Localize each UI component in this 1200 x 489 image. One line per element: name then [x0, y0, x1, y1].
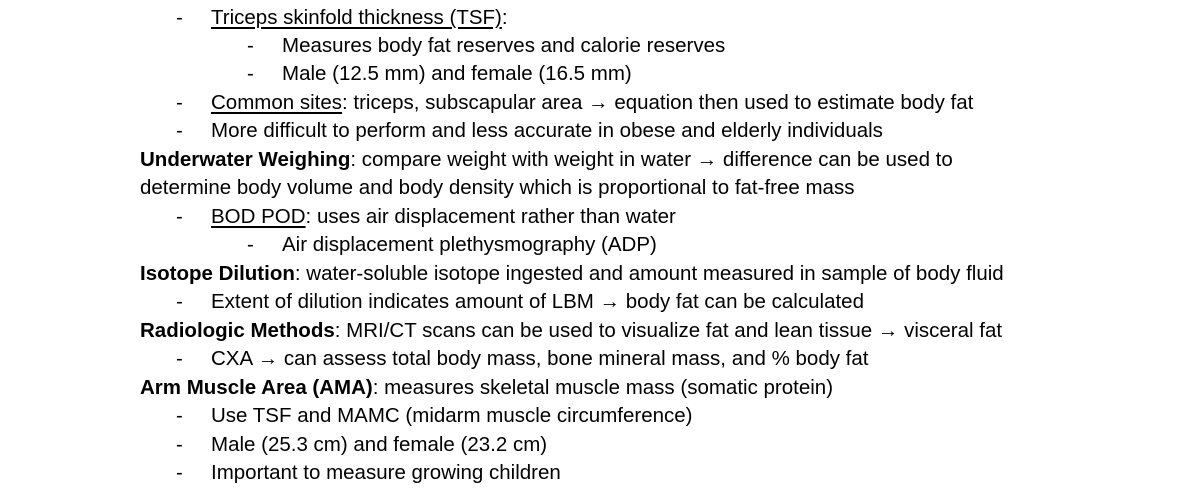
bullet-item — [211, 205, 676, 229]
bullet-dash: - — [176, 461, 183, 484]
bullet-item — [211, 91, 973, 115]
section-heading: Isotope Dilution — [140, 262, 295, 285]
section-heading: Arm Muscle Area (AMA) — [140, 376, 373, 399]
sub-bullet-item: Measures body fat reserves and calorie reserves — [282, 34, 726, 57]
bullet-dash: - — [176, 347, 183, 370]
bullet-item: CXA → can assess total body mass, bone mineral mass, and % body fat — [211, 347, 869, 370]
section-text: : MRI/CT scans can be used to visualize fat and lean tissue → visceral fat — [334, 319, 1003, 342]
section-text: : measures skeletal muscle mass (somatic protein) — [372, 376, 834, 399]
bullet-dash: - — [176, 205, 183, 228]
sub-bullet-dash: - — [247, 233, 254, 256]
bullet-dash: - — [176, 6, 183, 29]
bullet-dash: - — [176, 290, 183, 313]
section-heading: Underwater Weighing — [140, 148, 351, 171]
section-text-continuation: determine body volume and body density which is proportional to fat-free mass — [140, 176, 855, 199]
term-underlined: Common sites — [211, 91, 343, 114]
item-text: : — [501, 6, 508, 29]
term-underlined: Triceps skinfold thickness (TSF) — [211, 6, 502, 29]
bullet-item: Extent of dilution indicates amount of LBM → body fat can be calculated — [211, 290, 864, 313]
bullet-dash: - — [176, 91, 183, 114]
bullet-dash: - — [176, 119, 183, 142]
section-text: : compare weight with weight in water → difference can be used to — [350, 148, 953, 171]
sub-bullet-dash: - — [247, 62, 254, 85]
sub-bullet-item: Male (12.5 mm) and female (16.5 mm) — [282, 62, 632, 85]
section-line — [140, 319, 1002, 343]
section-line — [140, 376, 833, 400]
term-underlined: BOD POD — [211, 205, 306, 228]
bullet-item: Use TSF and MAMC (midarm muscle circumference) — [211, 404, 693, 427]
section-text: : water-soluble isotope ingested and amount measured in sample of body fluid — [294, 262, 1004, 285]
bullet-item: More difficult to perform and less accurate in obese and elderly individuals — [211, 119, 883, 142]
section-line — [140, 262, 1004, 286]
bullet-dash: - — [176, 433, 183, 456]
sub-bullet-item: Air displacement plethysmography (ADP) — [282, 233, 657, 256]
section-line — [140, 148, 953, 172]
item-text: : uses air displacement rather than water — [305, 205, 676, 228]
item-text: : triceps, subscapular area → equation then used to estimate body fat — [342, 91, 974, 114]
section-heading: Radiologic Methods — [140, 319, 335, 342]
sub-bullet-dash: - — [247, 34, 254, 57]
bullet-dash: - — [176, 404, 183, 427]
bullet-item: Male (25.3 cm) and female (23.2 cm) — [211, 433, 548, 456]
bullet-item: Important to measure growing children — [211, 461, 561, 484]
bullet-item — [211, 6, 508, 30]
